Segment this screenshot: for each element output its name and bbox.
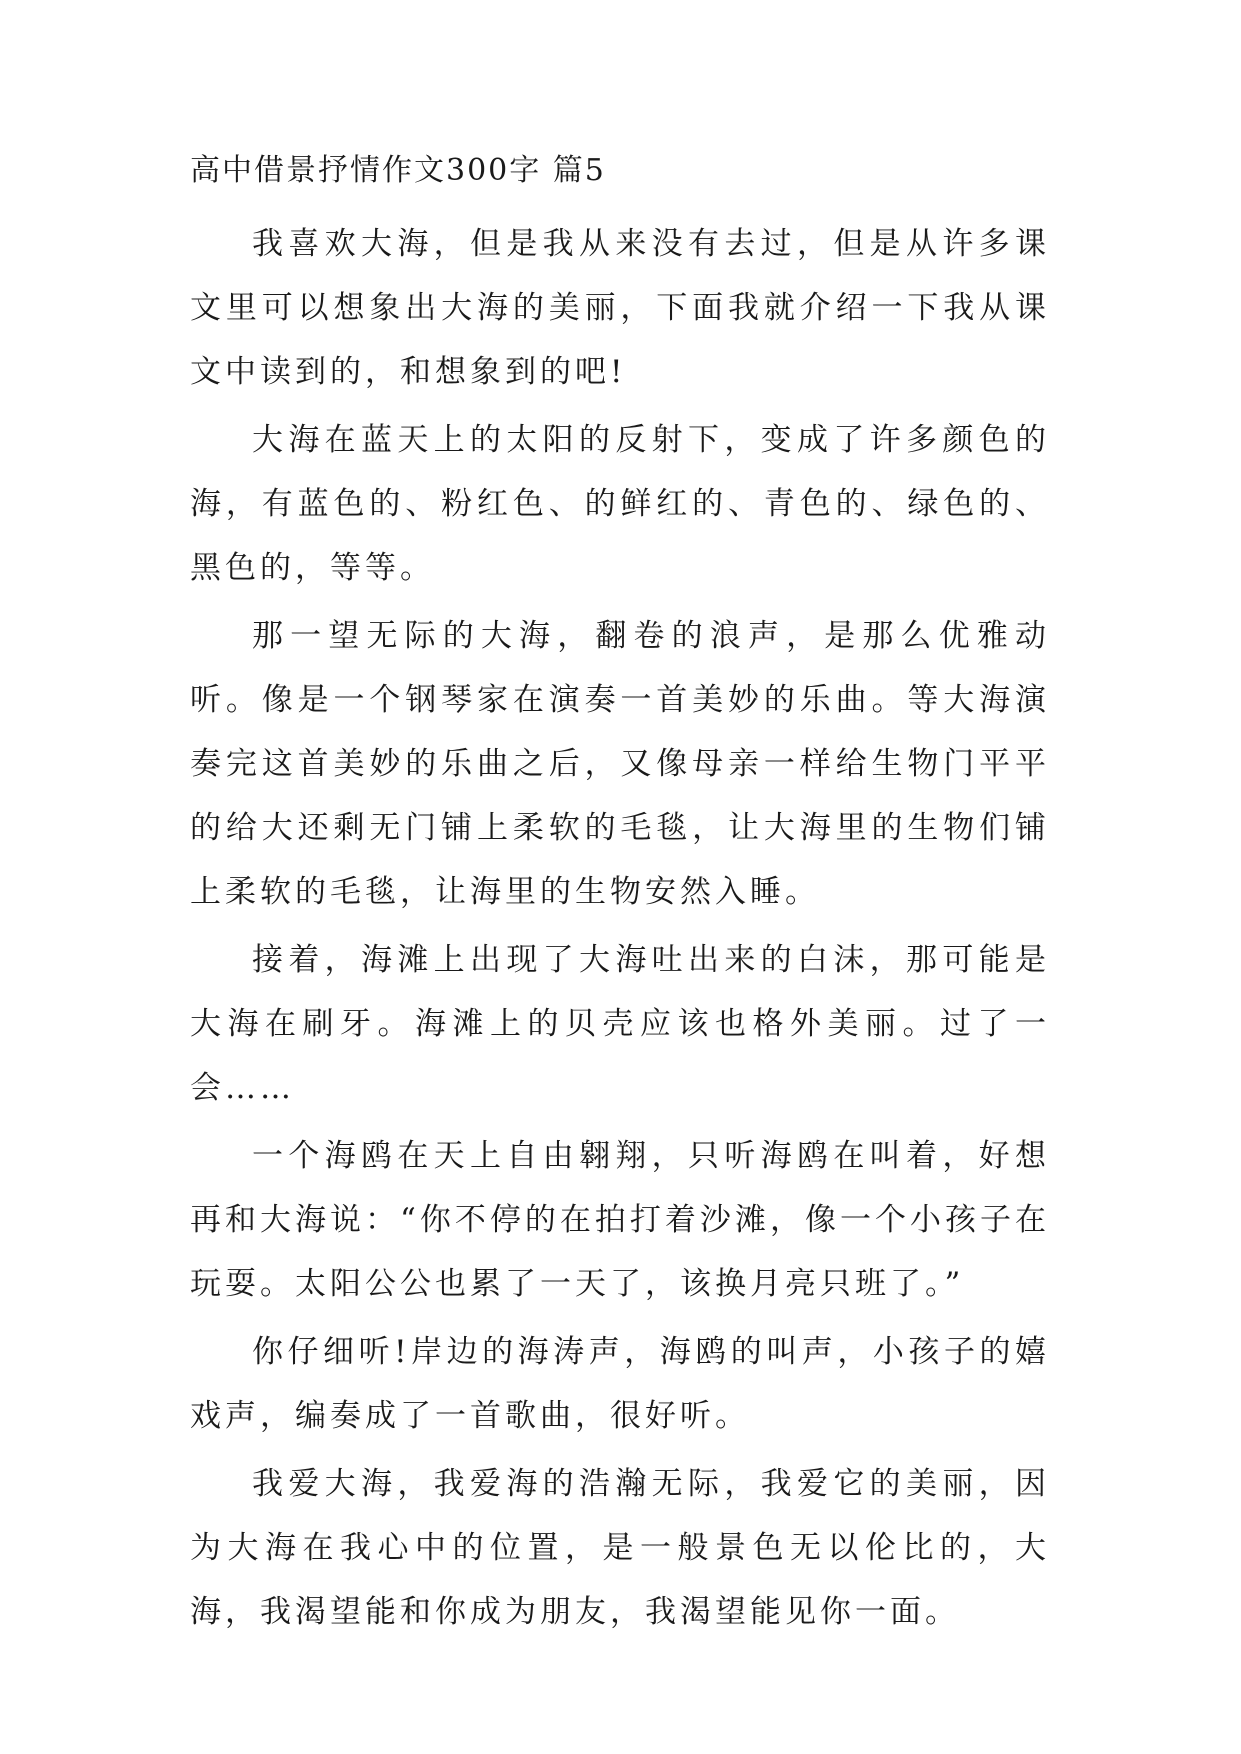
paragraph-7: 我爱大海，我爱海的浩瀚无际，我爱它的美丽，因为大海在我心中的位置，是一般景色无以伦比的，大海，我渴望能和你成为朋友，我渴望能见你一面。 [190, 1466, 1050, 1630]
paragraph-4: 接着，海滩上出现了大海吐出来的白沫，那可能是大海在刷牙。海滩上的贝壳应该也格外美丽。过了一会…… [190, 942, 1050, 1106]
paragraph-1: 我喜欢大海，但是我从来没有去过，但是从许多课文里可以想象出大海的美丽，下面我就介绍一下我从课文中读到的，和想象到的吧! [190, 226, 1050, 390]
paragraph-2: 大海在蓝天上的太阳的反射下，变成了许多颜色的海，有蓝色的、粉红色、的鲜红的、青色的、绿色的、黑色的，等等。 [190, 422, 1050, 586]
document-title: 高中借景抒情作文300字 篇5 [190, 153, 606, 188]
paragraph-6: 你仔细听!岸边的海涛声，海鸥的叫声，小孩子的嬉戏声，编奏成了一首歌曲，很好听。 [190, 1334, 1050, 1434]
document-body [190, 150, 1050, 1648]
paragraph-5: 一个海鸥在天上自由翱翔，只听海鸥在叫着，好想再和大海说：“你不停的在拍打着沙滩，像一个小孩子在玩耍。太阳公公也累了一天了，该换月亮只班了。” [190, 1138, 1050, 1302]
paragraph-3: 那一望无际的大海，翻卷的浪声，是那么优雅动听。像是一个钢琴家在演奏一首美妙的乐曲。等大海演奏完这首美妙的乐曲之后，又像母亲一样给生物门平平的给大还剩无门铺上柔软的毛毯，让大海里的生物们铺上柔软的毛毯，让海里的生物安然入睡。 [190, 618, 1050, 910]
